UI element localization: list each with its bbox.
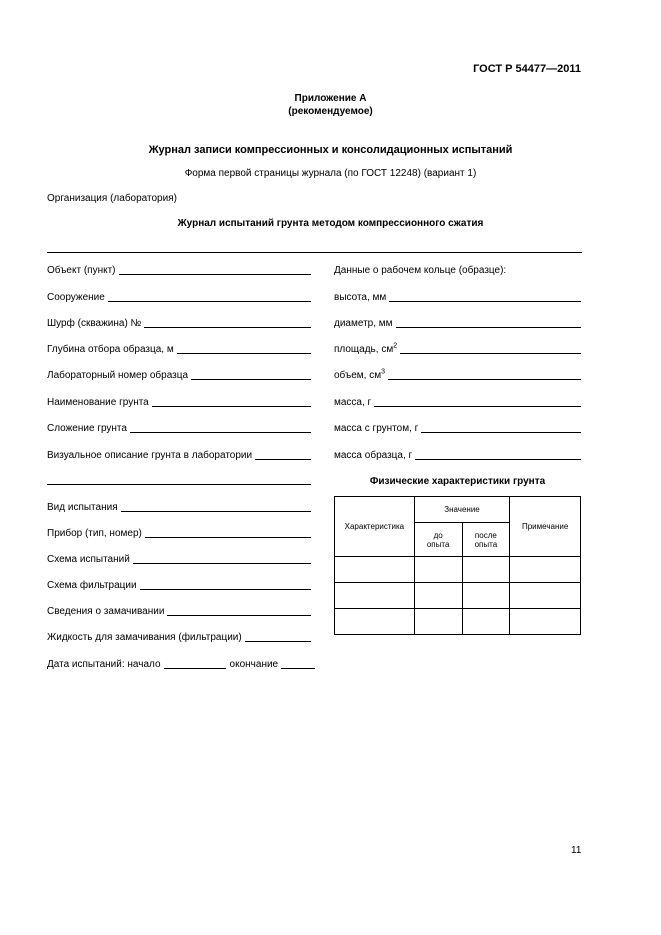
field-test-type-label: Вид испытания [47,502,118,513]
field-volume-sup: 3 [381,368,385,376]
table-cell[interactable] [510,557,581,583]
field-soil-name-line [152,405,311,407]
field-soil-name-label: Наименование грунта [47,397,149,408]
field-lab-number[interactable] [47,370,311,381]
field-mass-with-soil-label: масса с грунтом, г [334,423,419,434]
col-before-line-2: опыта [426,539,450,549]
field-object-label: Объект (пункт) [47,265,116,276]
col-after-line-2: опыта [474,539,498,549]
field-volume-label [334,370,388,381]
phys-characteristics-table [334,496,581,635]
field-mass[interactable] [334,397,581,408]
field-test-date-label: Дата испытаний: начало [47,659,161,670]
field-pit-label: Шурф (скважина) № [47,318,142,329]
field-filtration-scheme-label: Схема фильтрации [47,580,137,591]
appendix-title: Приложение А [294,93,367,104]
col-after-header [462,523,510,557]
field-area-label [334,344,400,355]
appendix-subtitle: (рекомендуемое) [288,106,373,117]
table-cell[interactable] [462,557,510,583]
form-note: Форма первой страницы журнала (по ГОСТ 12248) (вариант 1) [184,168,477,179]
field-depth[interactable] [47,344,311,355]
ring-data-label: Данные о рабочем кольце (образце): [334,265,507,276]
field-height-label: высота, мм [334,292,387,303]
field-lab-number-line [191,378,311,380]
field-sample-mass-label: масса образца, г [334,450,413,461]
page-number: 11 [571,845,582,856]
table-cell[interactable] [510,609,581,635]
journal-title: Журнал испытаний грунта методом компрессионного сжатия [177,218,484,229]
field-diameter[interactable] [334,318,581,329]
field-volume[interactable] [334,370,581,381]
field-device-label: Прибор (тип, номер) [47,528,142,539]
field-visual-description-label: Визуальное описание грунта в лаборатории [47,450,253,461]
field-pit-line [144,326,311,328]
table-cell[interactable] [462,609,510,635]
document-title: Журнал записи компрессионных и консолидационных испытаний [148,144,513,156]
field-area[interactable] [334,344,581,355]
field-mass-line [374,405,581,407]
organization-label: Организация (лаборатория) [47,193,177,204]
field-test-scheme[interactable] [47,554,311,565]
field-test-date-end-label: окончание [229,659,279,670]
field-mass-with-soil-line [421,431,581,433]
field-device[interactable] [47,528,311,539]
field-soil-name[interactable] [47,397,311,408]
field-structure[interactable] [47,292,311,303]
table-cell[interactable] [335,583,415,609]
field-height-line [389,300,581,302]
field-sample-mass[interactable] [334,450,581,461]
table-cell[interactable] [335,557,415,583]
field-soil-composition[interactable] [47,423,311,434]
field-filtration-scheme-line [140,588,311,590]
field-soil-composition-label: Сложение грунта [47,423,127,434]
field-structure-label: Сооружение [47,292,105,303]
field-area-text: площадь, см [334,344,394,355]
field-diameter-label: диаметр, мм [334,318,393,329]
field-test-type-line [121,510,311,512]
table-cell[interactable] [462,583,510,609]
field-mass-with-soil[interactable] [334,423,581,434]
phys-table-title: Физические характеристики грунта [369,476,546,487]
field-volume-line [388,378,581,380]
table-cell[interactable] [335,609,415,635]
field-soaking-liquid[interactable] [47,632,311,643]
separator-line [47,252,582,253]
field-visual-description[interactable] [47,450,311,461]
field-device-line [145,536,311,538]
field-soil-composition-line [130,431,311,433]
field-test-type[interactable] [47,502,311,513]
field-object-line [119,273,312,275]
field-mass-label: масса, г [334,397,372,408]
table-cell[interactable] [510,583,581,609]
field-test-scheme-line [133,562,311,564]
field-area-line [400,352,581,354]
table-cell[interactable] [414,557,462,583]
field-test-date[interactable] [47,659,315,670]
col-after-line-1: после [474,530,497,540]
table-cell[interactable] [414,583,462,609]
field-test-date-start-line [164,667,226,669]
field-diameter-line [396,326,581,328]
field-depth-label: Глубина отбора образца, м [47,344,174,355]
col-value-header: Значение [414,497,509,523]
field-object[interactable] [47,265,311,276]
field-soaking-info-label: Сведения о замачивании [47,606,165,617]
col-note-header: Примечание [510,497,581,557]
field-test-date-end-line [281,667,315,669]
field-structure-line [108,300,311,302]
field-sample-mass-line [415,458,581,460]
field-lab-number-label: Лабораторный номер образца [47,370,189,381]
field-soaking-liquid-line [245,640,311,642]
field-pit[interactable] [47,318,311,329]
field-height[interactable] [334,292,581,303]
col-characteristic-header: Характеристика [335,497,415,557]
standard-number: ГОСТ Р 54477—2011 [473,63,581,75]
table-cell[interactable] [414,609,462,635]
field-soaking-info-line [167,614,311,616]
field-soaking-liquid-label: Жидкость для замачивания (фильтрации) [47,632,242,643]
field-area-sup: 2 [393,342,398,350]
field-volume-text: объем, см [334,370,382,381]
field-filtration-scheme[interactable] [47,580,311,591]
field-soaking-info[interactable] [47,606,311,617]
field-depth-line [177,352,311,354]
field-visual-description-extra-line[interactable] [47,484,311,485]
field-visual-description-line [255,458,311,460]
col-before-line-1: до [433,530,443,540]
field-test-scheme-label: Схема испытаний [47,554,130,565]
col-before-header [414,523,462,557]
